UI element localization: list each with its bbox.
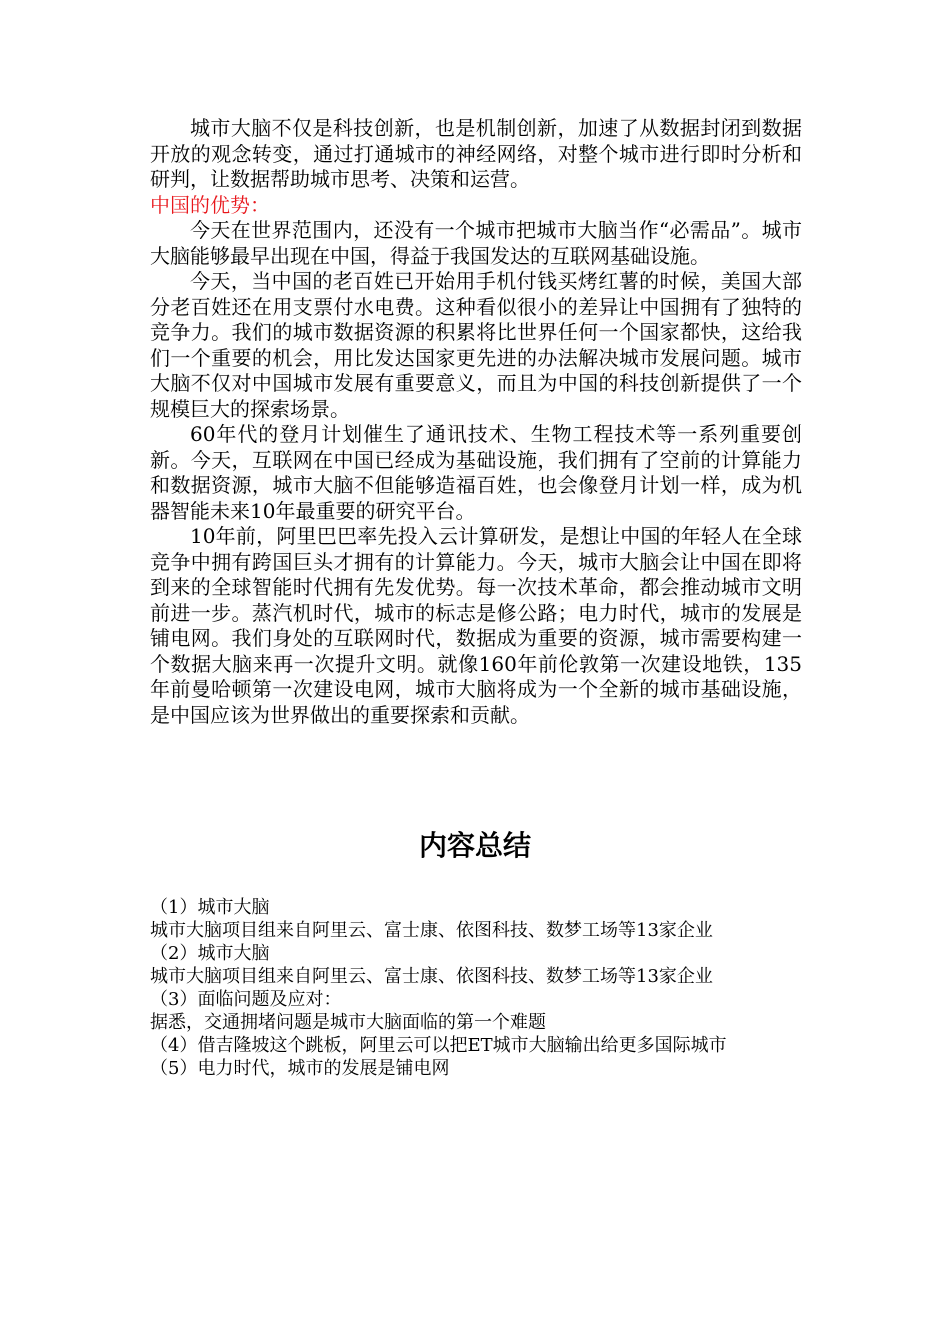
summary-item: 城市大脑项目组来自阿里云、富士康、依图科技、数梦工场等13家企业 [150,920,713,941]
summary-item: （1）城市大脑 [150,897,270,918]
paragraph-payment-difference: 今天，当中国的老百姓已开始用手机付钱买烤红薯的时候，美国大部分老百姓还在用支票付水电费。这种看似很小的差异让中国拥有了独特的竞争力。我们的城市数据资源的积累将比世界任何一个国家都快，这给我们一个重要的机会，用比发达国家更先进的办法解决城市发展问题。城市大脑不仅对中国城市发展有重要意义，而且为中国的科技创新提供了一个规模巨大的探索场景。 [150,269,802,421]
summary-list [150,896,802,1080]
summary-item: 城市大脑项目组来自阿里云、富士康、依图科技、数梦工场等13家企业 [150,966,713,987]
summary-title: 内容总结 [418,829,531,862]
summary-item: 据悉，交通拥堵问题是城市大脑面临的第一个难题 [150,1012,546,1033]
section-heading-china-advantage: 中国的优势： [150,192,270,217]
summary-item: （3）面临问题及应对： [150,989,342,1010]
body-text [150,116,802,728]
paragraph-moon-landing: 60年代的登月计划催生了通讯技术、生物工程技术等一系列重要创新。今天，互联网在中国已经成为基础设施，我们拥有了空前的计算能力和数据资源，城市大脑不但能够造福百姓，也会像登月计划一样，成为机器智能未来10年最重要的研究平台。 [150,422,802,523]
summary-item: （5）电力时代，城市的发展是铺电网 [150,1058,450,1079]
paragraph-cloud-computing: 10年前，阿里巴巴率先投入云计算研发，是想让中国的年轻人在全球竞争中拥有跨国巨头才拥有的计算能力。今天，城市大脑会让中国在即将到来的全球智能时代拥有先发优势。每一次技术革命，都会推动城市文明前进一步。蒸汽机时代，城市的标志是修公路；电力时代，城市的发展是铺电网。我们身处的互联网时代，数据成为重要的资源，城市需要构建一个数据大脑来再一次提升文明。就像160年前伦敦第一次建设地铁，135年前曼哈顿第一次建设电网，城市大脑将成为一个全新的城市基础设施，是中国应该为世界做出的重要探索和贡献。 [150,524,802,727]
paragraph-necessity: 今天在世界范围内，还没有一个城市把城市大脑当作“必需品”。城市大脑能够最早出现在中国，得益于我国发达的互联网基础设施。 [150,218,802,268]
summary-item: （4）借吉隆坡这个跳板，阿里云可以把ET城市大脑输出给更多国际城市 [150,1035,727,1056]
summary-item: （2）城市大脑 [150,943,270,964]
paragraph-intro: 城市大脑不仅是科技创新，也是机制创新，加速了从数据封闭到数据开放的观念转变，通过打通城市的神经网络，对整个城市进行即时分析和研判，让数据帮助城市思考、决策和运营。 [150,116,802,191]
